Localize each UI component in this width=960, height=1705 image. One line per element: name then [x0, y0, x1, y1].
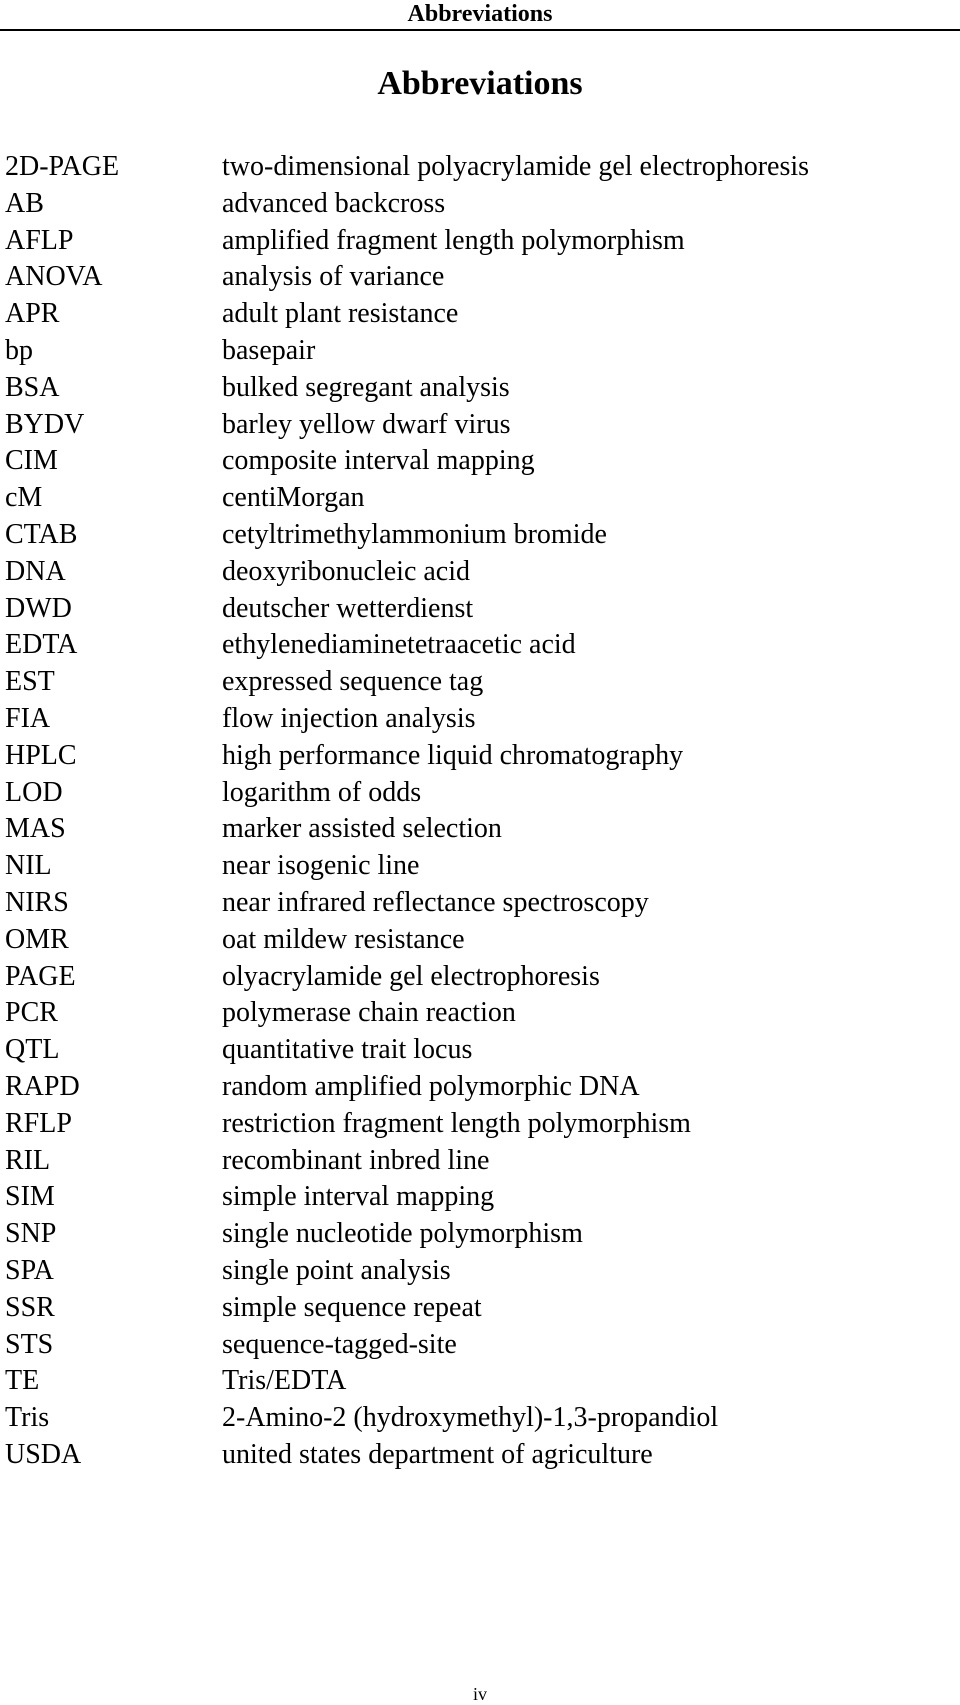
abbreviation-term: APR: [5, 298, 60, 330]
abbreviation-row: [0, 407, 960, 444]
abbreviation-row: [0, 775, 960, 812]
abbreviation-term: STS: [5, 1328, 54, 1360]
abbreviation-list: [0, 149, 960, 1474]
abbreviation-term: RAPD: [5, 1070, 80, 1102]
abbreviation-definition: composite interval mapping: [222, 445, 535, 477]
abbreviation-row: [0, 1106, 960, 1143]
abbreviation-definition: amplified fragment length polymorphism: [222, 224, 685, 256]
abbreviation-row: [0, 885, 960, 922]
abbreviation-term: NIRS: [5, 886, 69, 918]
abbreviation-term: RIL: [5, 1144, 51, 1176]
abbreviation-definition: single point analysis: [222, 1254, 451, 1286]
abbreviation-definition: olyacrylamide gel electrophoresis: [222, 960, 600, 992]
running-header-title: Abbreviations: [407, 1, 553, 27]
abbreviation-definition: near isogenic line: [222, 850, 420, 882]
abbreviation-definition: deutscher wetterdienst: [222, 592, 474, 624]
abbreviation-definition: oat mildew resistance: [222, 923, 465, 955]
abbreviation-definition: 2-Amino-2 (hydroxymethyl)-1,3-propandiol: [222, 1402, 719, 1434]
abbreviation-row: [0, 1069, 960, 1106]
abbreviation-definition: deoxyribonucleic acid: [222, 555, 471, 587]
abbreviation-row: [0, 1143, 960, 1180]
abbreviation-row: [0, 995, 960, 1032]
abbreviation-term: SNP: [5, 1218, 57, 1250]
abbreviation-row: [0, 1400, 960, 1437]
abbreviation-row: [0, 1253, 960, 1290]
abbreviation-definition: adult plant resistance: [222, 298, 459, 330]
abbreviation-definition: cetyltrimethylammonium bromide: [222, 518, 607, 550]
abbreviation-definition: near infrared reflectance spectroscopy: [222, 886, 649, 918]
abbreviation-term: SSR: [5, 1291, 55, 1323]
abbreviation-definition: expressed sequence tag: [222, 666, 484, 698]
abbreviation-definition: single nucleotide polymorphism: [222, 1218, 583, 1250]
abbreviation-row: [0, 811, 960, 848]
abbreviation-row: [0, 1216, 960, 1253]
abbreviation-row: [0, 701, 960, 738]
abbreviation-term: MAS: [5, 813, 66, 845]
abbreviation-term: BYDV: [5, 408, 85, 440]
abbreviation-term: PCR: [5, 997, 58, 1029]
abbreviation-term: Tris: [5, 1402, 50, 1434]
abbreviation-row: [0, 959, 960, 996]
abbreviation-definition: advanced backcross: [222, 187, 446, 219]
abbreviation-term: QTL: [5, 1034, 60, 1066]
abbreviation-term: BSA: [5, 371, 60, 403]
abbreviation-definition: sequence-tagged-site: [222, 1328, 457, 1360]
abbreviation-definition: basepair: [222, 334, 316, 366]
abbreviation-term: CTAB: [5, 518, 78, 550]
abbreviation-row: [0, 517, 960, 554]
abbreviation-term: SIM: [5, 1181, 55, 1213]
abbreviation-definition: marker assisted selection: [222, 813, 502, 845]
abbreviation-row: [0, 1032, 960, 1069]
abbreviation-term: DWD: [5, 592, 72, 624]
abbreviation-term: USDA: [5, 1438, 82, 1470]
abbreviation-term: FIA: [5, 702, 51, 734]
abbreviation-definition: barley yellow dwarf virus: [222, 408, 511, 440]
abbreviation-row: [0, 1437, 960, 1474]
abbreviation-row: [0, 443, 960, 480]
abbreviation-row: [0, 627, 960, 664]
abbreviation-definition: recombinant inbred line: [222, 1144, 490, 1176]
abbreviation-term: CIM: [5, 445, 58, 477]
running-header: [0, 0, 960, 31]
abbreviation-row: [0, 922, 960, 959]
page-number: iv: [472, 1684, 487, 1704]
abbreviation-term: AFLP: [5, 224, 74, 256]
abbreviation-term: AB: [5, 187, 44, 219]
abbreviation-row: [0, 333, 960, 370]
abbreviation-term: RFLP: [5, 1107, 72, 1139]
page-title: Abbreviations: [377, 65, 583, 102]
abbreviation-row: [0, 848, 960, 885]
abbreviation-term: EDTA: [5, 629, 78, 661]
abbreviation-term: OMR: [5, 923, 69, 955]
abbreviation-definition: two-dimensional polyacrylamide gel electrophoresis: [222, 151, 810, 182]
abbreviation-row: [0, 259, 960, 296]
abbreviation-definition: simple sequence repeat: [222, 1291, 482, 1323]
abbreviation-row: [0, 1327, 960, 1364]
abbreviation-definition: restriction fragment length polymorphism: [222, 1107, 691, 1139]
abbreviation-definition: random amplified polymorphic DNA: [222, 1070, 640, 1102]
abbreviation-row: [0, 554, 960, 591]
abbreviation-term: NIL: [5, 850, 52, 882]
abbreviation-term: bp: [5, 334, 33, 366]
abbreviation-definition: quantitative trait locus: [222, 1034, 473, 1066]
abbreviation-term: TE: [5, 1365, 40, 1397]
abbreviation-definition: flow injection analysis: [222, 702, 476, 734]
abbreviation-row: [0, 1179, 960, 1216]
abbreviation-row: [0, 480, 960, 517]
abbreviation-definition: bulked segregant analysis: [222, 371, 510, 403]
abbreviation-term: PAGE: [5, 960, 76, 992]
abbreviation-term: 2D-PAGE: [5, 151, 120, 182]
abbreviation-definition: polymerase chain reaction: [222, 997, 516, 1029]
abbreviation-definition: centiMorgan: [222, 482, 365, 514]
abbreviation-definition: ethylenediaminetetraacetic acid: [222, 629, 576, 661]
abbreviation-term: EST: [5, 666, 55, 698]
abbreviation-row: [0, 591, 960, 628]
abbreviation-row: [0, 149, 960, 186]
abbreviation-definition: Tris/EDTA: [222, 1365, 347, 1397]
abbreviation-definition: united states department of agriculture: [222, 1438, 653, 1470]
abbreviation-row: [0, 1290, 960, 1327]
abbreviation-term: SPA: [5, 1254, 54, 1286]
abbreviation-definition: analysis of variance: [222, 261, 445, 293]
abbreviation-definition: simple interval mapping: [222, 1181, 495, 1213]
abbreviation-term: cM: [5, 482, 43, 514]
abbreviation-row: [0, 296, 960, 333]
abbreviation-term: DNA: [5, 555, 66, 587]
abbreviation-row: [0, 1363, 960, 1400]
abbreviation-term: ANOVA: [5, 261, 103, 293]
abbreviation-definition: logarithm of odds: [222, 776, 422, 808]
abbreviation-definition: high performance liquid chromatography: [222, 739, 684, 771]
abbreviation-row: [0, 186, 960, 223]
abbreviation-row: [0, 738, 960, 775]
abbreviation-term: LOD: [5, 776, 63, 808]
abbreviation-row: [0, 370, 960, 407]
abbreviation-row: [0, 664, 960, 701]
abbreviation-row: [0, 223, 960, 260]
abbreviation-term: HPLC: [5, 739, 77, 771]
